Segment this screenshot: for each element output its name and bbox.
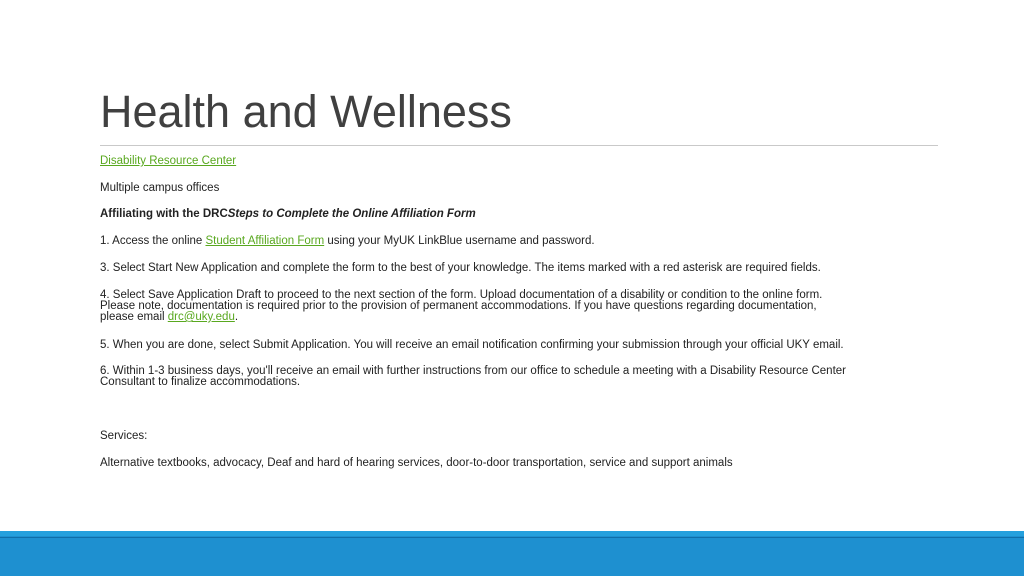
affiliation-heading — [100, 209, 476, 220]
slide-title: Health and Wellness — [100, 86, 512, 137]
offices-line: Multiple campus offices — [100, 182, 220, 194]
services-label: Services: — [100, 430, 148, 442]
step1-suffix: using your MyUK LinkBlue username and password. — [324, 235, 595, 247]
step4-line1: 4. Select Save Application Draft to proceed to the next section of the form. Upload documentation of a disability or condition to the online form. — [100, 289, 823, 301]
footer-band — [0, 531, 1024, 576]
step-6 — [100, 366, 846, 388]
drc-link[interactable]: Disability Resource Center — [100, 155, 237, 167]
title-divider — [100, 145, 938, 146]
step4-line3-suffix: . — [234, 311, 239, 323]
drc-email-link[interactable]: drc@uky.edu — [167, 311, 235, 323]
footer-band-highlight — [0, 531, 1024, 536]
step4-line2: Please note, documentation is required prior to the provision of permanent accommodations. If you have questions regarding documentation, — [100, 300, 817, 312]
step-5: 5. When you are done, select Submit Application. You will receive an email notification confirming your submission through your official UKY email. — [100, 339, 844, 351]
drc-line — [100, 156, 236, 167]
step4-line3 — [100, 312, 822, 323]
affiliating-bold: Affiliating with the DRC — [100, 208, 228, 220]
services-list: Alternative textbooks, advocacy, Deaf and hard of hearing services, door-to-door transportation, service and support animals — [100, 457, 733, 469]
step1-prefix: 1. Access the online — [100, 235, 206, 247]
student-affiliation-form-link[interactable]: Student Affiliation Form — [205, 235, 325, 247]
step-3: 3. Select Start New Application and complete the form to the best of your knowledge. The items marked with a red asterisk are required fields. — [100, 262, 821, 274]
step-1 — [100, 236, 595, 247]
step6-line1: 6. Within 1-3 business days, you'll receive an email with further instructions from our office to schedule a meeting with a Disability Resource Center — [100, 365, 846, 377]
footer-band-line — [0, 537, 1024, 538]
step-4 — [100, 290, 822, 323]
steps-heading: Steps to Complete the Online Affiliation Form — [227, 208, 476, 220]
step4-line3-prefix: please email — [100, 311, 168, 323]
step6-line2: Consultant to finalize accommodations. — [100, 376, 301, 388]
